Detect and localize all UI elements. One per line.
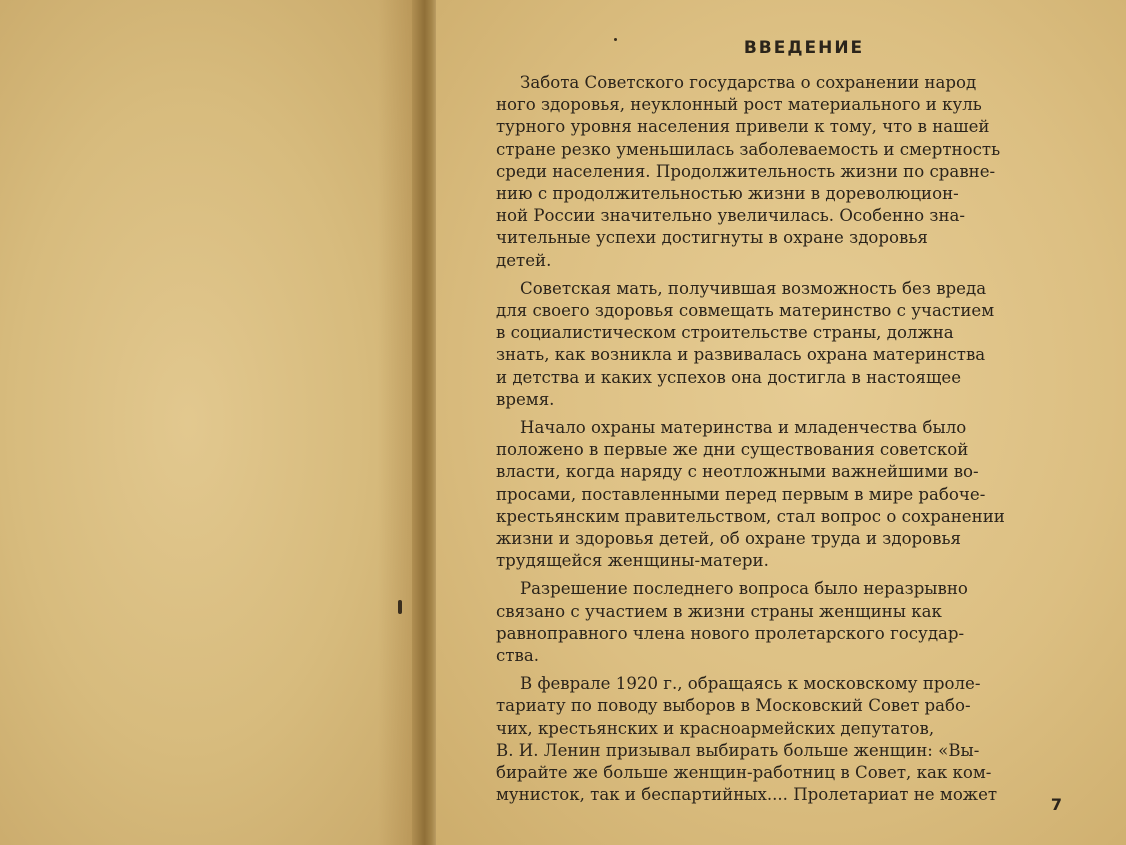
- text-line: положено в первые же дни существования советской: [496, 440, 969, 460]
- text-line: Разрешение последнего вопроса было неразрывно: [520, 579, 968, 599]
- text-line: знать, как возникла и развивалась охрана материнства: [496, 345, 986, 365]
- text-line: детей.: [496, 250, 552, 270]
- text-line: чительные успехи достигнуты в охране здоровья: [496, 228, 928, 248]
- text-line: мунисток, так и беспартийных.... Пролетариат не может: [496, 785, 998, 805]
- text-line: Советская мать, получившая возможность без вреда: [520, 278, 987, 298]
- text-line: трудящейся женщины-матери.: [496, 551, 769, 571]
- text-line: власти, когда наряду с неотложными важнейшими во-: [496, 462, 979, 482]
- paragraph: [496, 72, 1102, 272]
- paragraph: [496, 417, 1102, 572]
- text-line: Начало охраны материнства и младенчества было: [520, 418, 967, 438]
- text-line: в социалистическом строительстве страны, должна: [496, 323, 954, 343]
- text-line: среди населения. Продолжительность жизни по сравне-: [496, 161, 996, 181]
- text-line: связано с участием в жизни страны женщины как: [496, 601, 942, 621]
- paragraph: [496, 578, 1102, 667]
- page-number: 7: [1050, 795, 1062, 814]
- text-line: тариату по поводу выборов в Московский Совет рабо-: [496, 696, 971, 716]
- text-line: равноправного члена нового пролетарского государ-: [496, 623, 965, 643]
- text-line: Забота Советского государства о сохранении народ: [520, 73, 977, 92]
- text-line: время.: [496, 389, 555, 409]
- text-line: ной России значительно увеличилась. Особенно зна-: [496, 206, 966, 226]
- text-line: ства.: [496, 646, 539, 666]
- page-heading: ВВЕДЕНИЕ: [743, 38, 865, 58]
- paragraph: [496, 673, 1102, 806]
- paper-speck: [398, 600, 402, 614]
- text-line: просами, поставленными перед первым в мире рабоче-: [496, 484, 986, 504]
- text-line: бирайте же больше женщин-работниц в Совет, как ком-: [496, 763, 992, 783]
- text-line: ного здоровья, неуклонный рост материального и куль: [496, 95, 982, 115]
- text-line: крестьянским правительством, стал вопрос о сохранении: [496, 506, 1005, 526]
- text-line: стране резко уменьшилась заболеваемость и смертность: [496, 139, 1001, 159]
- text-line: для своего здоровья совмещать материнство с участием: [496, 301, 995, 321]
- text-line: турного уровня населения привели к тому, что в нашей: [496, 117, 990, 137]
- right-page: [436, 0, 1126, 845]
- left-page-blank: [0, 0, 418, 845]
- page-text: [496, 38, 1102, 813]
- text-line: В. И. Ленин призывал выбирать больше женщин: «Вы-: [496, 740, 980, 760]
- text-line: и детства и каких успехов она достигла в настоящее: [496, 367, 962, 387]
- text-line: чих, крестьянских и красноармейских депутатов,: [496, 718, 935, 738]
- text-line: нию с продолжительностью жизни в дореволюцион-: [496, 184, 959, 204]
- paragraph: [496, 278, 1102, 411]
- text-line: В феврале 1920 г., обращаясь к московскому проле-: [520, 674, 981, 694]
- text-line: жизни и здоровья детей, об охране труда и здоровья: [496, 529, 962, 549]
